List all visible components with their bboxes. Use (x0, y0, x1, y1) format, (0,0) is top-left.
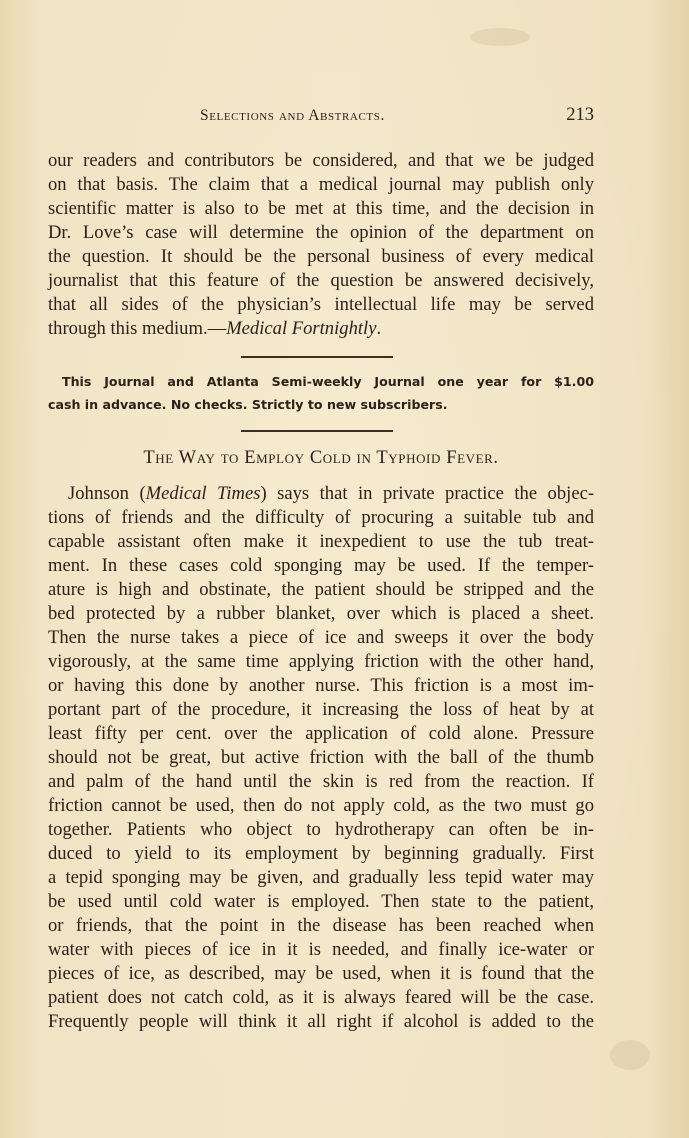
text-line: pieces of ice, as described, may be used, when it is found that the (48, 963, 594, 984)
text-line: Then the nurse takes a piece of ice and sweeps it over the body (48, 627, 594, 648)
citation-end: . (376, 318, 382, 339)
text-line: and palm of the hand until the skin is red from the reaction. If (48, 771, 594, 792)
text-line: a tepid sponging may be given, and gradually less tepid water may (48, 867, 594, 888)
text-line: together. Patients who object to hydrotherapy can often be in- (48, 819, 594, 840)
citation-source: Medical Times (145, 483, 261, 504)
text-line: patient does not catch cold, as it is always feared will be the case. (48, 987, 594, 1008)
text-line (48, 317, 594, 341)
text-line: portant part of the procedure, it increasing the loss of heat by at (48, 699, 594, 720)
text-line: our readers and contributors be considered, and that we be judged (48, 150, 594, 171)
page-number: 213 (566, 105, 594, 125)
text-line: Dr. Love’s case will determine the opinion of the department on (48, 222, 594, 243)
text-line: least fifty per cent. over the application of cold alone. Pressure (48, 723, 594, 744)
text-line: ature is high and obstinate, the patient should be stripped and the (48, 579, 594, 600)
text-line: be used until cold water is employed. Then state to the patient, (48, 891, 594, 912)
text-line: capable assistant often make it inexpedient to use the tub treat- (48, 531, 594, 552)
text-line: or having this done by another nurse. This friction is a most im- (48, 675, 594, 696)
notice-line: This Journal and Atlanta Semi-weekly Journal one year for $1.00 (62, 374, 594, 389)
citation-lead: through this medium.— (48, 318, 227, 339)
running-head: Selections and Abstracts. (200, 107, 385, 124)
first-line-rest: ) says that in private practice the objec- (260, 483, 595, 504)
paper-stain (610, 1040, 650, 1070)
text-line: water with pieces of ice in it is needed, and finally ice-water or (48, 939, 594, 960)
text-line: duced to yield to its employment by beginning gradually. First (48, 843, 594, 864)
text-line: journalist that this feature of the question be answered decisively, (48, 270, 594, 291)
article-title: The Way to Employ Cold in Typhoid Fever. (143, 448, 499, 468)
text-line: vigorously, at the same time applying friction with the other hand, (48, 651, 594, 672)
text-line: friction cannot be used, then do not apply cold, as the two must go (48, 795, 594, 816)
text-line: bed protected by a rubber blanket, over which is placed a sheet. (48, 603, 594, 624)
section-divider (241, 430, 393, 432)
text-line: ment. In these cases cold sponging may be used. If the temper- (48, 555, 594, 576)
section-divider (241, 356, 393, 358)
author-lead: Johnson ( (68, 483, 146, 504)
notice-line: cash in advance. No checks. Strictly to new subscribers. (48, 397, 448, 412)
text-line: should not be great, but active friction with the ball of the thumb (48, 747, 594, 768)
text-line: or friends, that the point in the disease has been reached when (48, 915, 594, 936)
text-line: that all sides of the physician’s intellectual life may be served (48, 294, 594, 315)
citation-source: Medical Fortnightly (226, 318, 377, 339)
text-line: Frequently people will think it all right if alcohol is added to the (48, 1011, 594, 1032)
text-line: on that basis. The claim that a medical journal may publish only (48, 174, 594, 195)
page-header (48, 107, 594, 133)
text-line (68, 482, 594, 506)
text-line: tions of friends and the difficulty of procuring a suitable tub and (48, 507, 594, 528)
text-line: the question. It should be the personal business of every medical (48, 246, 594, 267)
paper-stain (470, 28, 530, 46)
text-line: scientific matter is also to be met at this time, and the decision in (48, 198, 594, 219)
